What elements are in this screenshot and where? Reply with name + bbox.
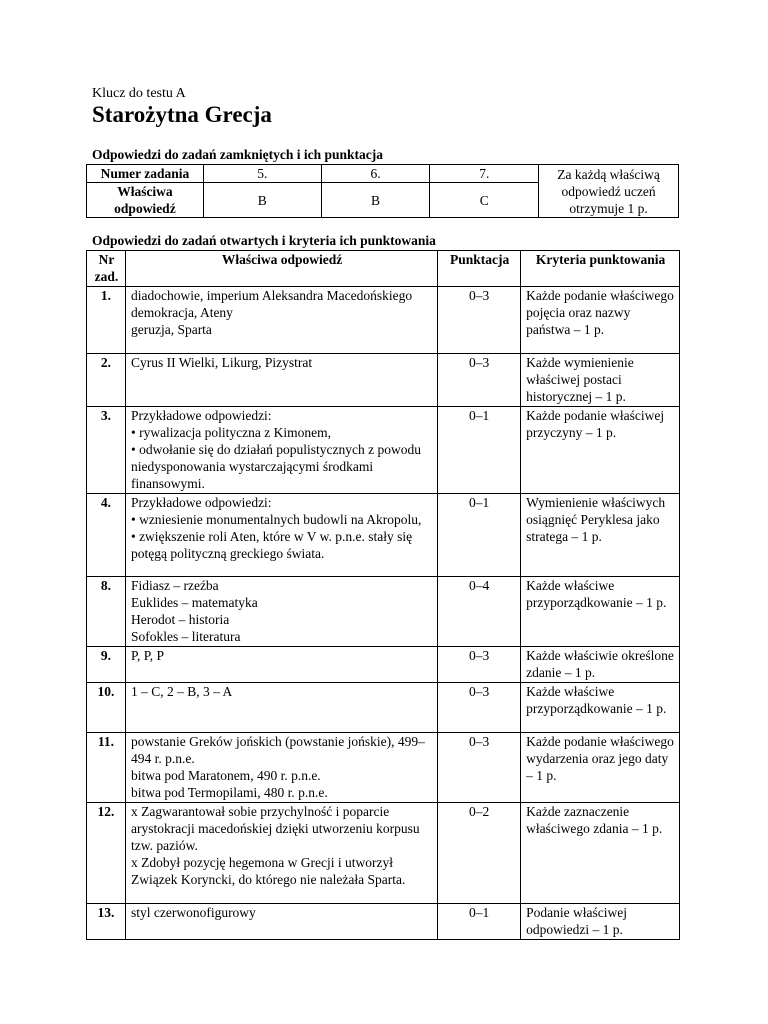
table-row — [87, 647, 680, 683]
task-answer — [125, 577, 437, 647]
task-number: 9. — [87, 647, 126, 683]
column-header-answer: Właściwa odpowiedź — [125, 251, 437, 287]
task-criteria: Podanie właściwej odpowiedzi – 1 p. — [521, 904, 680, 940]
task-number: 1. — [87, 287, 126, 354]
task-points: 0–3 — [438, 683, 521, 733]
task-criteria: Każde właściwie określone zdanie – 1 p. — [521, 647, 680, 683]
task-criteria: Każde podanie właściwego pojęcia oraz nazwy państwa – 1 p. — [521, 287, 680, 354]
table-row — [87, 683, 680, 733]
task-points: 0–4 — [438, 577, 521, 647]
task-answer — [125, 733, 437, 803]
document-kicker: Klucz do testu A — [92, 86, 186, 101]
task-number: 4. — [87, 494, 126, 577]
column-header-nr: Nr zad. — [87, 251, 126, 287]
column-header-points: Punktacja — [438, 251, 521, 287]
answer-line: Przykładowe odpowiedzi: — [130, 408, 272, 423]
answer-line: P, P, P — [130, 648, 165, 663]
task-answer — [125, 287, 437, 354]
open-tasks-heading: Odpowiedzi do zadań otwartych i kryteria ich punktowania — [92, 233, 436, 248]
closed-answer: C — [430, 183, 539, 218]
task-number: 12. — [87, 803, 126, 904]
task-criteria: Każde zaznaczenie właściwego zdania – 1 p. — [521, 803, 680, 904]
answer-line: geruzja, Sparta — [130, 322, 212, 337]
closed-tasks-table — [86, 164, 679, 218]
answer-line: 1 – C, 2 – B, 3 – A — [130, 684, 233, 699]
open-tasks-header-row — [87, 251, 680, 287]
closed-answer-label: Właściwa odpowiedź — [87, 183, 204, 218]
document-title: Starożytna Grecja — [92, 102, 272, 127]
answer-line: Przykładowe odpowiedzi: — [130, 495, 272, 510]
task-number: 10. — [87, 683, 126, 733]
answer-line: Euklides – matematyka — [130, 595, 258, 610]
closed-tasks-scoring-note: Za każdą właściwą odpowiedź uczeń otrzymuje 1 p. — [539, 165, 679, 218]
task-number: 8. — [87, 577, 126, 647]
answer-line: Herodot – historia — [130, 612, 230, 627]
task-number: 11. — [87, 733, 126, 803]
answer-line: x Zdobył pozycję hegemona w Grecji i utworzył Związek Koryncki, do którego nie należała Sparta. — [130, 855, 406, 887]
task-answer — [125, 904, 437, 940]
answer-line: Sofokles – literatura — [130, 629, 241, 644]
task-criteria: Każde właściwe przyporządkowanie – 1 p. — [521, 683, 680, 733]
answer-line: • odwołanie się do działań populistycznych z powodu niedysponowania wystarczającymi środkami finansowymi. — [130, 442, 422, 491]
table-row — [87, 733, 680, 803]
task-criteria: Każde podanie właściwego wydarzenia oraz jego daty – 1 p. — [521, 733, 680, 803]
task-criteria: Wymienienie właściwych osiągnięć Peryklesa jako stratega – 1 p. — [521, 494, 680, 577]
answer-line: demokracja, Ateny — [130, 305, 233, 320]
answer-line: • zwiększenie roli Aten, które w V w. p.n.e. stały się potęgą polityczną greckiego świata. — [130, 529, 413, 561]
task-answer — [125, 803, 437, 904]
task-points: 0–1 — [438, 407, 521, 494]
answer-line: Fidiasz – rzeźba — [130, 578, 219, 593]
answer-line: Cyrus II Wielki, Likurg, Pizystrat — [130, 355, 313, 370]
table-row — [87, 407, 680, 494]
closed-task-number: 6. — [321, 165, 430, 183]
closed-answer: B — [321, 183, 430, 218]
table-row — [87, 354, 680, 407]
task-answer — [125, 647, 437, 683]
answer-line: powstanie Greków jońskich (powstanie jońskie), 499–494 r. p.n.e. — [130, 734, 425, 766]
task-points: 0–3 — [438, 354, 521, 407]
closed-answer: B — [203, 183, 321, 218]
task-criteria: Każde podanie właściwej przyczyny – 1 p. — [521, 407, 680, 494]
task-points: 0–1 — [438, 494, 521, 577]
task-number: 13. — [87, 904, 126, 940]
answer-line: • rywalizacja polityczna z Kimonem, — [130, 425, 331, 440]
task-number: 3. — [87, 407, 126, 494]
task-points: 0–2 — [438, 803, 521, 904]
table-row — [87, 287, 680, 354]
answer-line: bitwa pod Maratonem, 490 r. p.n.e. — [130, 768, 321, 783]
closed-task-number: 7. — [430, 165, 539, 183]
task-answer — [125, 354, 437, 407]
open-tasks-table — [86, 250, 680, 940]
closed-task-number: 5. — [203, 165, 321, 183]
closed-tasks-heading: Odpowiedzi do zadań zamkniętych i ich punktacja — [92, 147, 384, 162]
answer-line: bitwa pod Termopilami, 480 r. p.n.e. — [130, 785, 328, 800]
answer-line: styl czerwonofigurowy — [130, 905, 256, 920]
table-row — [87, 904, 680, 940]
table-row — [87, 803, 680, 904]
answer-line: diadochowie, imperium Aleksandra Macedońskiego — [130, 288, 413, 303]
table-row — [87, 577, 680, 647]
task-points: 0–3 — [438, 733, 521, 803]
task-answer — [125, 494, 437, 577]
closed-task-number-label: Numer zadania — [87, 165, 204, 183]
task-criteria: Każde właściwe przyporządkowanie – 1 p. — [521, 577, 680, 647]
task-answer — [125, 683, 437, 733]
task-answer — [125, 407, 437, 494]
task-points: 0–1 — [438, 904, 521, 940]
task-points: 0–3 — [438, 647, 521, 683]
task-number: 2. — [87, 354, 126, 407]
closed-tasks-header-row — [87, 165, 679, 183]
answer-line: • wzniesienie monumentalnych budowli na Akropolu, — [130, 512, 422, 527]
task-points: 0–3 — [438, 287, 521, 354]
table-row — [87, 494, 680, 577]
column-header-criteria: Kryteria punktowania — [521, 251, 680, 287]
task-criteria: Każde wymienienie właściwej postaci historycznej – 1 p. — [521, 354, 680, 407]
answer-line: x Zagwarantował sobie przychylność i poparcie arystokracji macedońskiej dzięki utworzeniu korpusu tzw. paziów. — [130, 804, 420, 853]
